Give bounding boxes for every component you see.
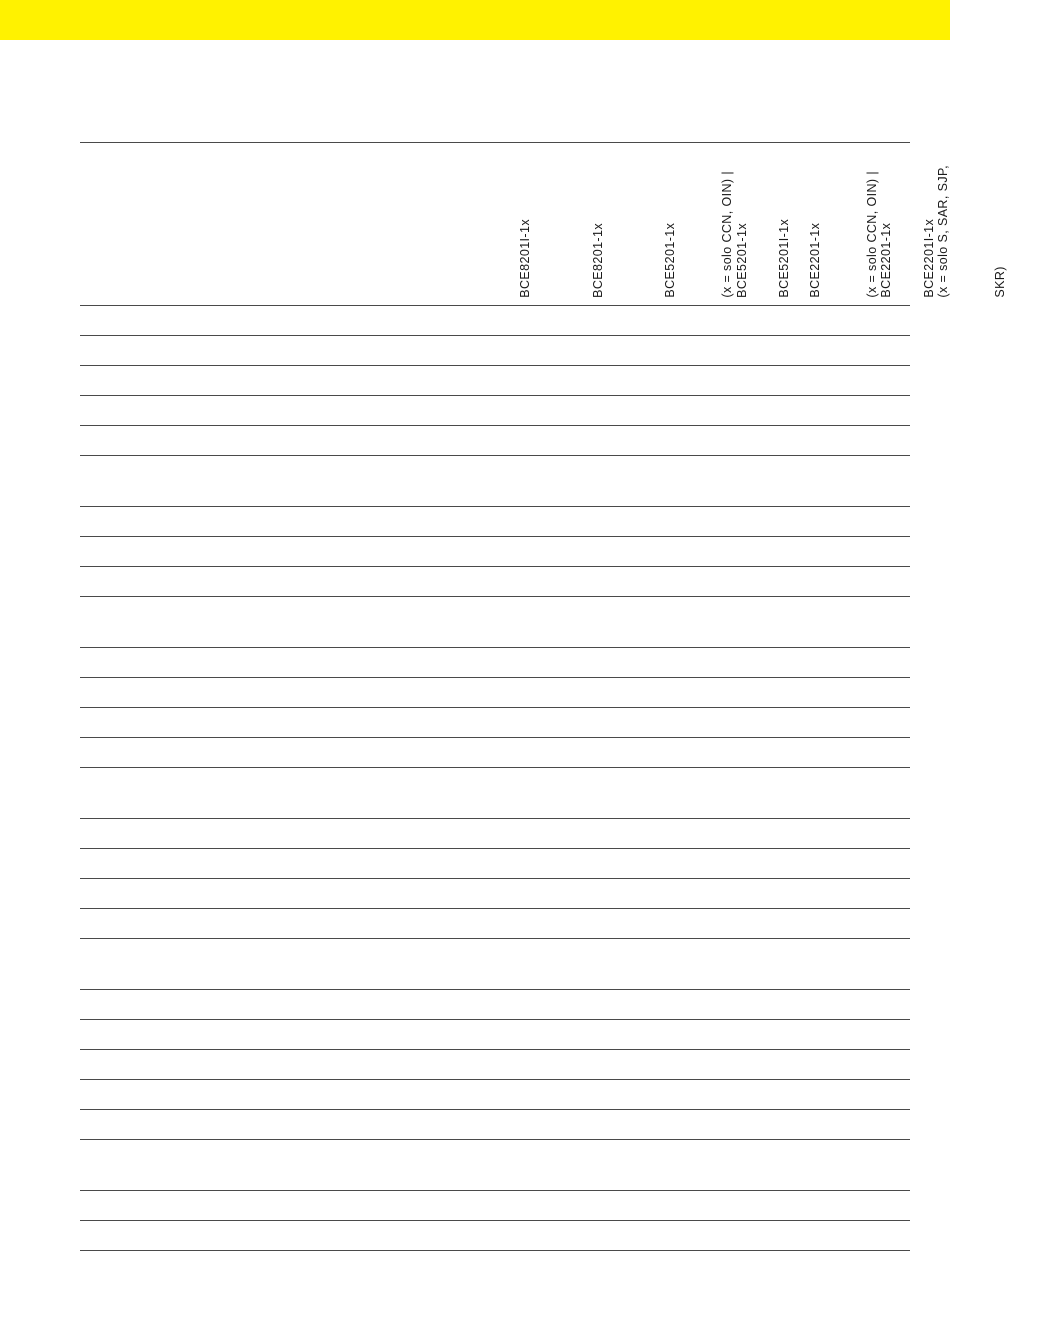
column-header-line: BCE2201-1x (879, 223, 893, 298)
table-row (80, 990, 910, 1020)
column-header-line: BCE8201I-1x (518, 219, 532, 298)
column-header-line: (x = solo S, SAR, SJP, (936, 165, 950, 298)
column-header-line: (x = solo CCN, OIN) | (865, 171, 879, 298)
table-row (80, 939, 910, 990)
column-header-line: BCE5201-1x (735, 223, 749, 298)
table-row (80, 819, 910, 849)
table-row (80, 597, 910, 648)
table-row (80, 849, 910, 879)
table-row (80, 507, 910, 537)
column-header-line: BCE5201I-1x (777, 219, 791, 298)
column-header-line: BCE2201I-1x (922, 219, 936, 298)
table-row (80, 1221, 910, 1251)
table-row (80, 879, 910, 909)
table-row (80, 366, 910, 396)
table-row (80, 909, 910, 939)
table-row (80, 738, 910, 768)
table-row (80, 426, 910, 456)
table-row (80, 336, 910, 366)
table-row (80, 456, 910, 507)
table-row (80, 1191, 910, 1221)
table-row (80, 708, 910, 738)
table-row (80, 648, 910, 678)
column-header-line: BCE8201-1x (591, 223, 605, 298)
column-header-line: BCE5201-1x (663, 223, 677, 298)
table-row (80, 1050, 910, 1080)
table-row (80, 396, 910, 426)
column-header-bce2201-s (839, 165, 1048, 298)
table-row (80, 537, 910, 567)
column-header-line: SKR) (993, 266, 1007, 298)
table-body (80, 306, 910, 1251)
table-row (80, 1020, 910, 1050)
specification-table (80, 142, 1007, 1251)
table-row (80, 1080, 910, 1110)
table-row (80, 567, 910, 597)
table-row (80, 1140, 910, 1191)
column-header-line: BCE2201-1x (808, 223, 822, 298)
table-row (80, 768, 910, 819)
table-row (80, 306, 910, 336)
table-header (80, 142, 1007, 306)
table-row (80, 678, 910, 708)
column-header-line: (x = solo CCN, OIN) | (720, 171, 734, 298)
top-accent-bar (0, 0, 950, 40)
table-row (80, 1110, 910, 1140)
